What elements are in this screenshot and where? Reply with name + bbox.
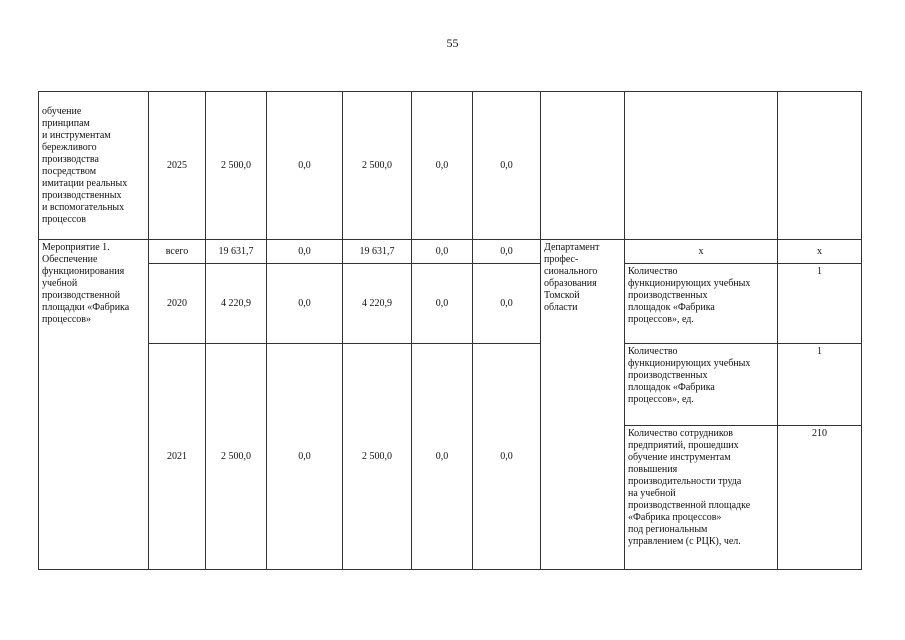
total-cell: 4 220,9 [206, 264, 267, 344]
regional-budget-cell: 19 631,7 [343, 240, 412, 264]
page-number: 55 [446, 36, 459, 50]
year-cell: 2021 [149, 344, 206, 570]
table-row [39, 264, 862, 344]
indicator-value-cell: 1 [778, 264, 862, 344]
extrabudgetary-cell: 0,0 [473, 92, 541, 240]
regional-budget-cell: 2 500,0 [343, 344, 412, 570]
indicator-cell: Количество функционирующих учебных производственных площадок «Фабрика процессов», ед. [625, 264, 778, 344]
indicator-cell: Количество функционирующих учебных производственных площадок «Фабрика процессов», ед. [625, 344, 778, 426]
total-cell: 2 500,0 [206, 92, 267, 240]
federal-budget-cell: 0,0 [267, 240, 343, 264]
table-row [39, 344, 862, 426]
indicator-cell: Количество сотрудников предприятий, прошедших обучение инструментам повышения производительности труда на учебной производственной площадке «Фабрика процессов» под региональным управлением (с РЦК), чел. [625, 426, 778, 570]
local-budget-cell: 0,0 [412, 240, 473, 264]
year-cell: всего [149, 240, 206, 264]
total-cell: 19 631,7 [206, 240, 267, 264]
indicator-cell: х [625, 240, 778, 264]
indicator-value-cell: х [778, 240, 862, 264]
local-budget-cell: 0,0 [412, 92, 473, 240]
indicator-value-cell: 1 [778, 344, 862, 426]
executor-cell: Департамент профес- сионального образования Томской области [541, 240, 625, 570]
local-budget-cell: 0,0 [412, 344, 473, 570]
table-row [39, 92, 862, 240]
year-cell: 2020 [149, 264, 206, 344]
indicator-value-cell [778, 92, 862, 240]
executor-cell [541, 92, 625, 240]
extrabudgetary-cell: 0,0 [473, 344, 541, 570]
federal-budget-cell: 0,0 [267, 344, 343, 570]
local-budget-cell: 0,0 [412, 264, 473, 344]
indicator-cell [625, 92, 778, 240]
total-cell: 2 500,0 [206, 344, 267, 570]
table-row [39, 240, 862, 264]
year-cell: 2025 [149, 92, 206, 240]
federal-budget-cell: 0,0 [267, 92, 343, 240]
activity-name-cell: обучение принципам и инструментам бережливого производства посредством имитации реальных производственных и вспомогательных процессов [39, 92, 149, 240]
program-table [38, 91, 862, 570]
regional-budget-cell: 2 500,0 [343, 92, 412, 240]
activity-name-cell: Мероприятие 1. Обеспечение функционирования учебной производственной площадки «Фабрика процессов» [39, 240, 149, 570]
federal-budget-cell: 0,0 [267, 264, 343, 344]
extrabudgetary-cell: 0,0 [473, 264, 541, 344]
regional-budget-cell: 4 220,9 [343, 264, 412, 344]
extrabudgetary-cell: 0,0 [473, 240, 541, 264]
indicator-value-cell: 210 [778, 426, 862, 570]
